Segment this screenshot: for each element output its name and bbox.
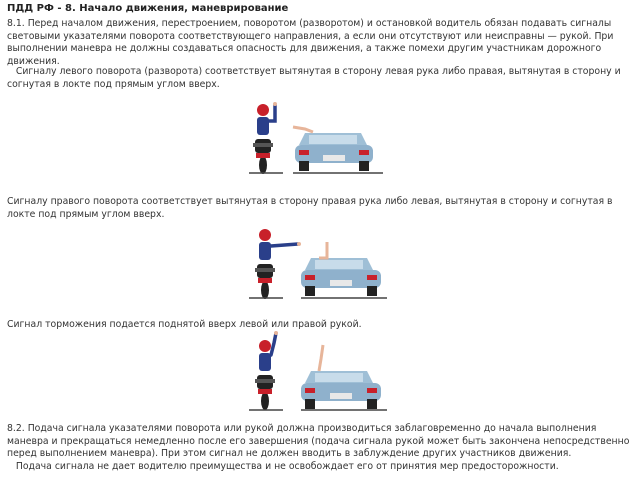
right-turn-signal-illustration — [243, 224, 393, 301]
motorcyclist — [255, 331, 278, 410]
paragraph-8-2: 8.2. Подача сигнала указателями поворота или рукой должна производиться заблаговременно до начала выполнения маневра и прекращаться немедленно после его завершения (подача сигнала рукой может быть закончена непосредственно перед выполнением маневра). При этом сигнал не должен вводить в заблуждение других участников движения. Подача сигнала не дает водителю преимущества и не освобождает его от принятия мер предосторожности. — [7, 423, 630, 472]
right-turn-signal-image — [243, 224, 393, 301]
brake-signal-image — [243, 331, 393, 413]
left-turn-signal-illustration — [243, 95, 393, 175]
paragraph-brake: Сигнал торможения подается поднятой вверх левой или правой рукой. — [7, 319, 362, 330]
paragraph-right-turn: Сигналу правого поворота соответствует вытянутая в сторону правая рука либо левая, вытянутая в сторону и согнутая в локте под прямым углом вверх. — [7, 196, 616, 220]
car — [293, 127, 373, 171]
motorcyclist — [253, 102, 277, 174]
paragraph-left-turn: Сигналу левого поворота (разворота) соответствует вытянутая в сторону левая рука либо правая, вытянутая в сторону и согнутая в локте под прямым углом вверх. — [7, 66, 624, 90]
left-turn-signal-image — [243, 95, 393, 175]
paragraph-8-1: 8.1. Перед началом движения, перестроением, поворотом (разворотом) и остановкой водитель обязан подавать сигналы световыми указателями поворота соответствующего направления, а если они отсутствуют или неисправны — рукой. При выполнении маневра не должны создаваться опасность для движения, а также помехи другим участникам дорожного движения. — [7, 18, 617, 67]
brake-signal-illustration — [243, 331, 393, 413]
car — [301, 345, 381, 409]
page-title: ПДД РФ - 8. Начало движения, маневрирование — [7, 3, 289, 14]
car — [301, 242, 381, 296]
motorcyclist — [255, 229, 301, 299]
